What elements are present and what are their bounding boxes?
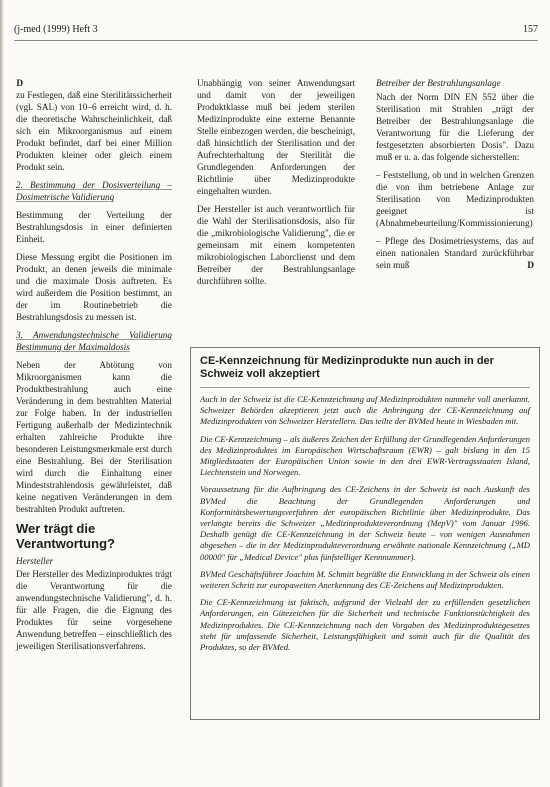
col3-paragraph-3 [376,235,534,271]
section3-text: Neben der Abtötung von Mikroorganismen kann die Produktbestrahlung auch eine Veränderung in dem bestrahlten Material zur Folge haben. In der industriellen Fertigung außerhalb der Medizintechnik erhalten zahlreiche Produkte ihre besonderen Leistungsmerkmale erst durch eine Bestrahlung. Bei der Sterilisation wird durch die Einhaltung einer Mindeststrahlendosis gewährleistet, daß keine negativen Veränderungen in dem bestrahlten Produkt auftreten. [16,360,172,514]
column-middle [197,77,355,293]
operator-subheading: Betreiber der Bestrahlungsanlage [376,78,501,88]
manufacturer-subheading: Hersteller [16,556,54,566]
news-paragraph-2: Die CE-Kennzeichnung – als äußeres Zeichen der Erfüllung der Grundlegenden Anforderungen des Medizinproduktes im Europäischen Wirtschaftsraum (EWR) – galt bislang in den 15 Mitgliedstaaten der Europäischen Union sowie in den drei EWR-Vertragsstaaten Island, Liechtenstein und Norwegen. [200,433,531,478]
continuation-mark: D [16,78,23,88]
news-paragraph-5: Die CE-Kennzeichnung ist faktisch, aufgrund der Vielzahl der zu erfüllenden gesetzlichen Anforderungen, ein Gütezeichen für die Sicherheit und technische Funktionstüchtigkeit des Medizinproduktes. Die CE-Kennzeichnung nach den Vorgaben des Medizinproduktegesetzes steht für umfassende Sicherheit, Leistungsfähigkeit und somit auch für die Qualität des Produktes, so der BVMed. [200,597,530,653]
news-paragraph-4: BVMed Geschäftsführer Joachim M. Schmitt begrüßte die Entwicklung in der Schweiz als einen weiteren Schritt zur europaweiten Anerkennung des CE-Zeichens auf Medizinprodukten. [200,568,530,591]
section2-heading: 2. Bestimmung der Dosisverteilung – Dosimetrische Validierung [16,180,172,202]
column-right [376,77,534,277]
col3-paragraph-2: – Feststellung, ob und in welchen Grenzen die von ihm betriebene Anlage zur Sterilisation von Medizinprodukten geeignet ist (Abnahmebeurteilung/Kommissionierung) [376,170,534,228]
section3-heading: 3. Anwendungstechnische Validierung Bestimmung der Maximaldosis [16,330,172,352]
col2-paragraph-2: Der Hersteller ist auch verantwortlich für die Wahl der Sterilisationsdosis, also für die „mikrobiologische Validierung", die er gemeinsam mit einem kompetenten mikrobiologischen Laborclienst und dem Betreiber der Bestrahlungsanlage durchführen sollte. [197,204,355,286]
news-box [190,347,540,720]
news-paragraph-1: Auch in der Schweiz ist die CE-Kennzeichnung auf Medizinprodukten nunmehr voll anerkannt. Schweizer Behörden akzeptieren jetzt auch die Anbringung der CE-Kennzeichnung auf Medizinprodukten von Schweizer Herstellern. Das teilte der BVMed heute in Wiesbaden mit. [200,394,530,427]
journal-reference: (j-med (1999) Heft 3 [14,24,98,35]
col2-paragraph-1: Unabhängig von seiner Anwendungsart und damit von der jeweiligen Produktklasse muß bei jedem sterilen Medizinprodukte eine externe Benannte Stelle einbezogen werden, die bescheinigt, daß hinsichtlich der Sterilisation und der Aufrechterhaltung der Sterilität die Grundlegenden Anforderungen der Richtlinie über Medizinprodukte eingehalten wurden. [197,78,355,196]
responsibility-heading: Wer trägt die Verantwortung? [16,521,115,551]
header-rule [14,40,538,41]
section2-text: Bestimmung der Verteilung der Bestrahlungsdosis in einer definierten Einheit. [16,210,172,244]
col1-intro-paragraph [16,77,172,173]
col3-paragraph-3-text: – Pflege des Dosimetriesystems, das auf einen nationalen Standard zurückführbar sein muß [376,236,534,270]
column-left [16,77,172,658]
dose-measurement-paragraph: Diese Messung ergibt die Positionen im Produkt, an denen jeweils die minimale und die maximale Dosis auftreten. Es wird außerdem die Position bestimmt, an der im Routinebetrieb die Bestrahlungsdosis zu messen ist. [16,252,172,322]
news-paragraph-3: Voraussetzung für die Aufbringung des CE-Zeichens in der Schweiz ist nach Auskunft des BVMed die Beachtung der Grundlegenden Anforderungen und Konformitätsbewertungsverfahren der europäischen Richtlinie über Medizinprodukte. Das verlangte bereits die Schweizer „Medizinprodukteverordnung (MepV)" vom Januar 1996. Deshalb genügt die CE-Kennzeichnung in der Schweiz heute – von wenigen Ausnahmen abgesehen – die in der Medizinprodukteverordnung erwähnte nationale Kennzeichnung („MD 00000" für „Medical Device" plus fünfstelliger Kennnummer). [200,484,530,562]
col1-intro-text: zu Festlegen, daß eine Sterilitätssicherheit (vgl. SAL) von 10–6 erreicht wird, d. h. die theoretische Wahrscheinlichkeit, daß sich ein Mikroorganismus auf einem Produkt befindet, darf bei einer Million Produkten kleiner oder gleich einem Produkt sein. [16,90,172,172]
col3-paragraph-1: Nach der Norm DIN EN 552 über die Sterilisation mit Strahlen „trägt der Betreiber der Bestrahlungsanlage die Verantwortung für die Lieferung der festgesetzten absorbierten Dosis". Dazu muß er u. a. das folgende sicherstellen: [376,92,534,162]
page-number: 157 [523,24,538,35]
continuation-end-mark: D [527,260,534,270]
page-header [14,24,538,35]
manufacturer-text: Der Hersteller des Medizinproduktes trägt die Verantwortung für die anwendungstechnische Validierung", d. h. für alle Fragen, die die Eignung des Produktes für seine vorgesehene Anwendung betreffen – einschließlich des jeweiligen Sterilisationsverfahrens. [16,569,172,651]
news-box-title: CE-Kennzeichnung für Medizinprodukte nun auch in der Schweiz voll akzeptiert [200,355,494,380]
page-edge-shadow [0,0,4,787]
news-box-rule [200,387,530,388]
